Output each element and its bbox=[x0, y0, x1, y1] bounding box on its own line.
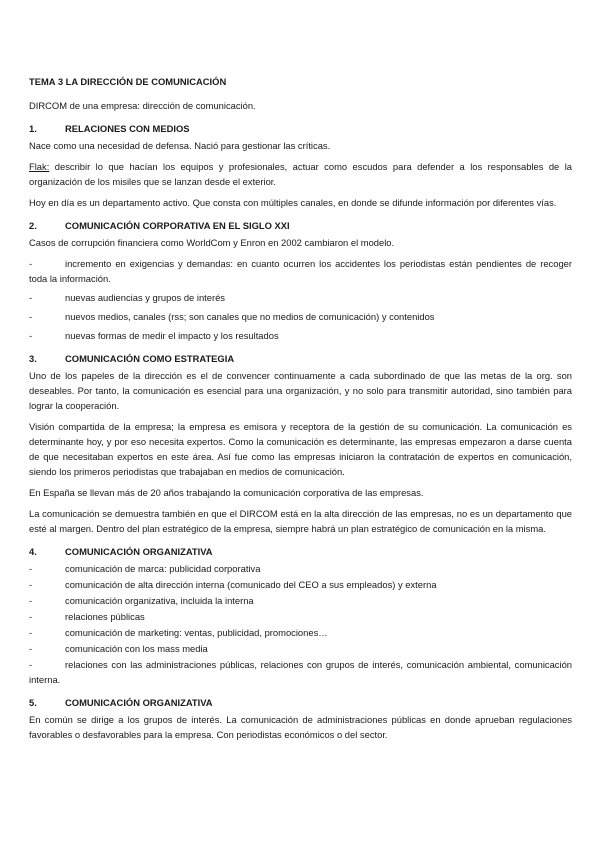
section-2-heading bbox=[29, 218, 572, 233]
flak-paragraph bbox=[29, 159, 572, 189]
dash-marker: - bbox=[29, 627, 33, 638]
section-title: RELACIONES CON MEDIOS bbox=[65, 123, 190, 134]
list-item bbox=[29, 609, 572, 624]
list-item-text: comunicación de alta dirección interna (comunicado del CEO a sus empleados) y externa bbox=[65, 579, 437, 590]
list-item-text: relaciones públicas bbox=[65, 611, 145, 622]
list-item-text: nuevas formas de medir el impacto y los resultados bbox=[65, 330, 279, 341]
flak-definition: describir lo que hacían los equipos y profesionales, actuar como escudos para defender a los responsables de la organización de los misiles que se lanzan desde el exterior. bbox=[29, 161, 572, 187]
dash-marker: - bbox=[29, 595, 33, 606]
section-number: 2. bbox=[29, 220, 37, 231]
list-item-text: comunicación organizativa, incluida la interna bbox=[65, 595, 254, 606]
list-item bbox=[29, 593, 572, 608]
section-title: COMUNICACIÓN ORGANIZATIVA bbox=[65, 697, 213, 708]
list-item-text: comunicación con los mass media bbox=[65, 643, 208, 654]
section-1-paragraph: Hoy en día es un departamento activo. Que consta con múltiples canales, en donde se difunde información por diferentes vías. bbox=[29, 197, 557, 208]
list-item bbox=[29, 625, 572, 640]
section-2-paragraph: Casos de corrupción financiera como WorldCom y Enron en 2002 cambiaron el modelo. bbox=[29, 237, 395, 248]
document-title: TEMA 3 LA DIRECCIÓN DE COMUNICACIÓN bbox=[29, 76, 227, 87]
section-5-paragraph: En común se dirige a los grupos de interés. La comunicación de administraciones públicas en donde aprueban regulaciones favorables o desfavorables para la empresa. Con periodistas económicos o del sector. bbox=[29, 714, 572, 740]
dash-marker: - bbox=[29, 330, 33, 341]
list-item-text: comunicación de marketing: ventas, publicidad, promociones… bbox=[65, 627, 328, 638]
section-number: 3. bbox=[29, 353, 37, 364]
section-number: 5. bbox=[29, 697, 37, 708]
flak-term: Flak: bbox=[29, 161, 50, 172]
dash-marker: - bbox=[29, 258, 33, 269]
section-number: 1. bbox=[29, 123, 37, 134]
section-3-paragraph: En España se llevan más de 20 años trabajando la comunicación corporativa de las empresas. bbox=[29, 487, 424, 498]
list-item bbox=[29, 256, 572, 286]
section-1-heading bbox=[29, 121, 572, 136]
section-title: COMUNICACIÓN CORPORATIVA EN EL SIGLO XXI bbox=[65, 220, 290, 231]
list-item-text: nuevos medios, canales (rss; son canales que no medios de comunicación) y contenidos bbox=[65, 311, 435, 322]
list-item-text: comunicación de marca: publicidad corporativa bbox=[65, 563, 261, 574]
dash-marker: - bbox=[29, 659, 33, 670]
dash-marker: - bbox=[29, 579, 33, 590]
section-4-heading bbox=[29, 544, 572, 559]
list-item-text: incremento en exigencias y demandas: en cuanto ocurren los accidentes los periodistas están pendientes de recoger toda la información. bbox=[29, 258, 572, 284]
list-item bbox=[29, 290, 572, 305]
intro-paragraph: DIRCOM de una empresa: dirección de comunicación. bbox=[29, 100, 256, 111]
list-item bbox=[29, 577, 572, 592]
list-item bbox=[29, 641, 572, 656]
dash-marker: - bbox=[29, 311, 33, 322]
section-3-paragraph: Uno de los papeles de la dirección es el de convencer continuamente a cada subordinado de que las metas de la org. son deseables. Por tanto, la comunicación es esencial para una organización, y no solo para transmitir autoridad, sino también para lograr la cooperación. bbox=[29, 370, 572, 411]
dash-marker: - bbox=[29, 563, 33, 574]
section-1-paragraph: Nace como una necesidad de defensa. Nació para gestionar las críticas. bbox=[29, 140, 331, 151]
list-item bbox=[29, 561, 572, 576]
dash-marker: - bbox=[29, 292, 33, 303]
list-item-text: relaciones con las administraciones públicas, relaciones con grupos de interés, comunicación ambiental, comunicación interna. bbox=[29, 659, 572, 685]
section-number: 4. bbox=[29, 546, 37, 557]
section-title: COMUNICACIÓN COMO ESTRATEGIA bbox=[65, 353, 235, 364]
list-item bbox=[29, 657, 572, 687]
section-3-paragraph: Visión compartida de la empresa; la empresa es emisora y receptora de la gestión de su comunicación. La comunicación es determinante hoy, y por eso necesita expertos. Como la comunicación es determinante, las empresas empezaron a darse cuenta de que necesitaban expertos en este área. Así fue como las empresas iniciaron la contratación de expertos en comunicación, siendo los primeros periodistas que trabajaban en medios de comunicación. bbox=[29, 421, 572, 477]
list-item bbox=[29, 328, 572, 343]
section-3-paragraph: La comunicación se demuestra también en que el DIRCOM está en la alta dirección de las empresas, no es un departamento que esté al margen. Dentro del plan estratégico de la empresa, siempre habrá un plan estratégico de comunicación en la misma. bbox=[29, 508, 572, 534]
list-item-text: nuevas audiencias y grupos de interés bbox=[65, 292, 225, 303]
dash-marker: - bbox=[29, 611, 33, 622]
section-title: COMUNICACIÓN ORGANIZATIVA bbox=[65, 546, 213, 557]
section-5-heading bbox=[29, 695, 572, 710]
section-3-heading bbox=[29, 351, 572, 366]
dash-marker: - bbox=[29, 643, 33, 654]
list-item bbox=[29, 309, 572, 324]
